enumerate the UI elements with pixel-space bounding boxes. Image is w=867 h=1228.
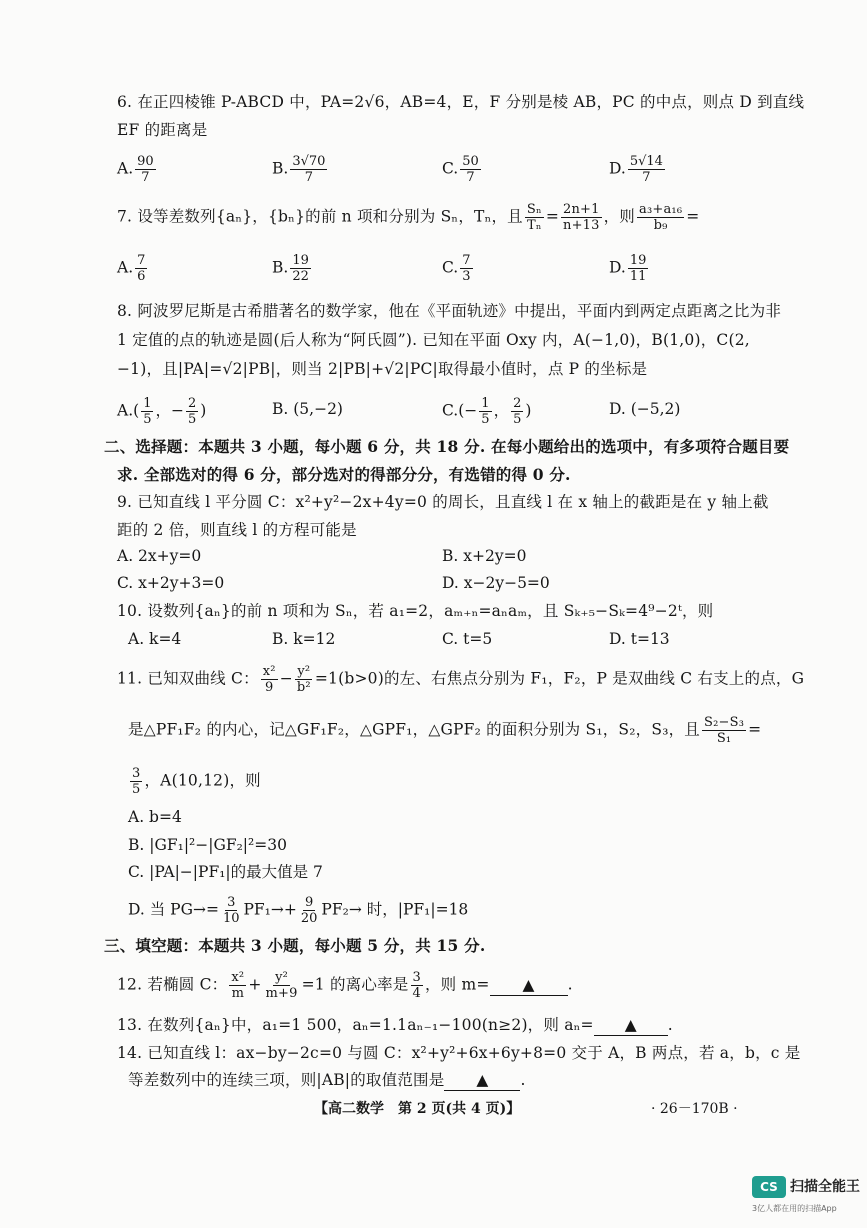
q13-stem: 13. 在数列{aₙ}中，a₁=1 500，aₙ=1.1aₙ₋₁−100(n≥2)，则 aₙ= ▲ . bbox=[117, 1016, 673, 1034]
q10-option-a: A. k=4 bbox=[128, 630, 182, 648]
q8-stem-line2: 1 定值的点的轨迹是圆(后人称为“阿氏圆”). 已知在平面 Oxy 内，A(−1,0)，B(1,0)，C(2, bbox=[117, 331, 750, 349]
section2-heading-line2: 求. 全部选对的得 6 分，部分选对的得部分分，有选错的得 0 分. bbox=[117, 465, 571, 484]
section2-heading-line1: 二、选择题：本题共 3 小题，每小题 6 分，共 18 分. 在每小题给出的选项中，有多项符合题目要 bbox=[104, 437, 790, 456]
q7-stem: 7. 设等差数列{aₙ}，{bₙ}的前 n 项和分别为 Sₙ，Tₙ，且 $\frac{\text{Sₙ}}{\text{Tₙ}}$ = $\frac{2n+1}{n+13}$ ，则 $\frac{\text{a₃+a₁₆}}{\text{b₉}}$ = bbox=[117, 202, 700, 233]
q8-option-c: C.(− $\frac{1}{5}$ ， $\frac{2}{5}$ ) bbox=[442, 396, 532, 427]
q6-option-a: A. $\frac{90}{7}$ bbox=[117, 154, 154, 185]
q7-option-a: A. $\frac{7}{6}$ bbox=[117, 253, 146, 284]
q11-option-b: B. |GF₁|²−|GF₂|²=30 bbox=[128, 836, 287, 854]
q9-option-c: C. x+2y+3=0 bbox=[117, 574, 225, 592]
q9-option-d: D. x−2y−5=0 bbox=[442, 574, 550, 592]
q8-option-b: B. (5,−2) bbox=[272, 400, 343, 418]
q14-stem-line1: 14. 已知直线 l：ax−by−2c=0 与圆 C：x²+y²+6x+6y+8=0 交于 A，B 两点，若 a，b，c 是 bbox=[117, 1044, 801, 1062]
q8-option-a: A.( $\frac{1}{5}$ ，− $\frac{2}{5}$ ) bbox=[117, 396, 207, 427]
q11-option-c: C. |PA|−|PF₁|的最大值是 7 bbox=[128, 863, 323, 881]
q6-option-d: D. $\frac{5√14}{7}$ bbox=[609, 154, 663, 185]
q6-stem-line2: EF 的距离是 bbox=[117, 121, 208, 139]
q14-stem-line2: 等差数列中的连续三项，则|AB|的取值范围是 ▲ . bbox=[128, 1071, 526, 1089]
q9-stem-line2: 距的 2 倍，则直线 l 的方程可能是 bbox=[117, 521, 357, 539]
q9-stem-line1: 9. 已知直线 l 平分圆 C：x²+y²−2x+4y=0 的周长，且直线 l 在 x 轴上的截距是在 y 轴上截 bbox=[117, 493, 769, 511]
q13-answer-blank: ▲ bbox=[594, 1015, 668, 1036]
q11-option-a: A. b=4 bbox=[128, 808, 182, 826]
q9-option-a: A. 2x+y=0 bbox=[117, 547, 202, 565]
q12-answer-blank: ▲ bbox=[490, 975, 568, 996]
q9-option-b: B. x+2y=0 bbox=[442, 547, 527, 565]
q6-option-b: B. $\frac{3√70}{7}$ bbox=[272, 154, 326, 185]
q7-option-b: B. $\frac{19}{22}$ bbox=[272, 253, 309, 284]
scanner-app-name: 扫描全能王 bbox=[790, 1179, 860, 1195]
q11-stem-line3: $\frac{3}{5}$ ，A(10,12)，则 bbox=[132, 766, 261, 797]
q7-option-d: D. $\frac{19}{11}$ bbox=[609, 253, 647, 284]
q10-option-b: B. k=12 bbox=[272, 630, 336, 648]
q11-stem-line1: 11. 已知双曲线 C： $\frac{\text{x²}}{9}$ − $\frac{\text{y²}}{\text{b²}}$ =1(b>0)的左、右焦点分别为 F₁，F₂，P 是双曲线 C 右支上的点，G bbox=[117, 664, 805, 695]
q8-stem-line3: −1)，且|PA|=√2|PB|，则当 2|PB|+√2|PC|取得最小值时，点 P 的坐标是 bbox=[117, 360, 648, 378]
q8-option-d: D. (−5,2) bbox=[609, 400, 681, 418]
q6-stem-line1: 6. 在正四棱锥 P-ABCD 中，PA=2√6，AB=4，E，F 分别是棱 AB，PC 的中点，则点 D 到直线 bbox=[117, 93, 805, 111]
q11-option-d: D. 当 PG→= $\frac{3}{10}$ PF₁→+ $\frac{9}{20}$ PF₂→ 时，|PF₁|=18 bbox=[128, 895, 469, 926]
q10-option-c: C. t=5 bbox=[442, 630, 493, 648]
q10-stem: 10. 设数列{aₙ}的前 n 项和为 Sₙ，若 a₁=2，aₘ₊ₙ=aₙaₘ，且 Sₖ₊₅−Sₖ=4⁹−2ᵗ，则 bbox=[117, 602, 714, 620]
scanner-tagline: 3亿人都在用的扫描App bbox=[752, 1204, 837, 1213]
page-footer-label: 【高二数学 第 2 页(共 4 页)】 bbox=[314, 1101, 521, 1117]
q7-option-c: C. $\frac{7}{3}$ bbox=[442, 253, 471, 284]
q11-stem-line2: 是△PF₁F₂ 的内心，记△GF₁F₂，△GPF₁，△GPF₂ 的面积分别为 S₁，S₂，S₃，且 $\frac{\text{S₂−S₃}}{\text{S₁}}$ = bbox=[128, 715, 762, 746]
q10-option-d: D. t=13 bbox=[609, 630, 670, 648]
q14-answer-blank: ▲ bbox=[444, 1070, 520, 1091]
q12-stem: 12. 若椭圆 C： $\frac{\text{x²}}{m}$ + $\frac{\text{y²}}{m+9}$ =1 的离心率是 $\frac{3}{4}$ ，则 m= ▲ . bbox=[117, 970, 573, 1001]
q6-option-c: C. $\frac{50}{7}$ bbox=[442, 154, 479, 185]
q8-stem-line1: 8. 阿波罗尼斯是古希腊著名的数学家，他在《平面轨迹》中提出，平面内到两定点距离之比为非 bbox=[117, 302, 782, 320]
page-footer-code: · 26－170B · bbox=[651, 1101, 738, 1117]
section3-heading: 三、填空题：本题共 3 小题，每小题 5 分，共 15 分. bbox=[104, 936, 486, 955]
scanner-logo-icon: CS bbox=[752, 1176, 786, 1198]
